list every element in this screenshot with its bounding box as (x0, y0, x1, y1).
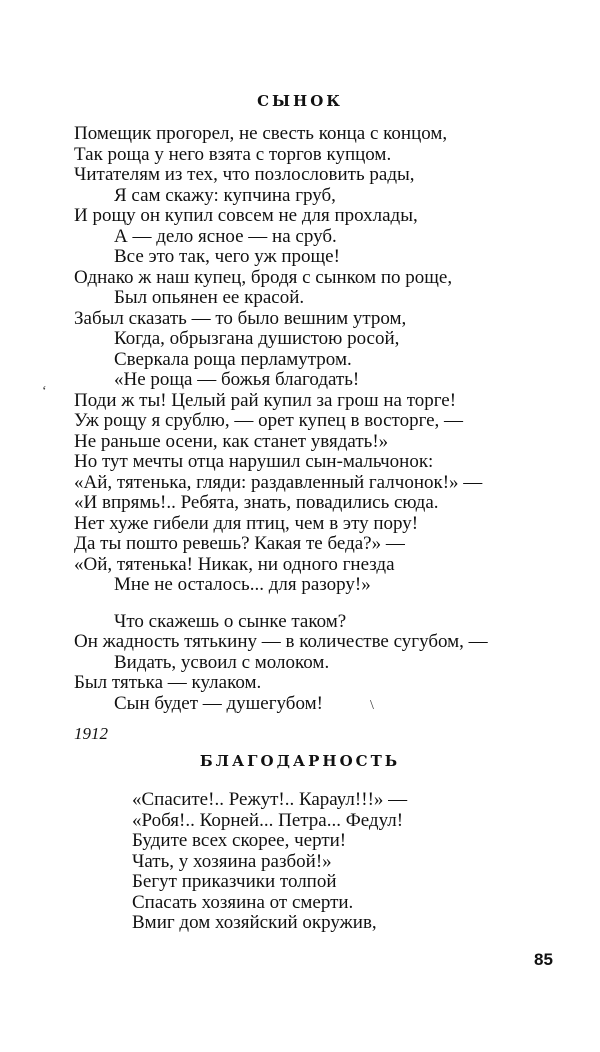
poem-line: Уж рощу я срублю, — орет купец в восторге, — (74, 410, 464, 431)
margin-mark: ‘ (42, 384, 47, 399)
poem-line: «Робя!.. Корней... Петра... Федул! (132, 809, 404, 831)
poem-line: Вмиг дом хозяйский окружив, (132, 912, 377, 933)
poem-line: Был тятька — кулаком. (74, 672, 262, 693)
poem-line: Поди ж ты! Целый рай купил за грош на торге! (74, 389, 457, 411)
poem-line: И рощу он купил совсем не для прохлады, (74, 205, 418, 226)
poem-line: Бегут приказчики толпой (132, 871, 337, 892)
poem-line: Чать, у хозяина разбой!» (132, 850, 332, 872)
margin-mark: \ (370, 698, 374, 713)
poem-title-blagodarnost: БЛАГОДАРНОСТЬ (199, 752, 401, 770)
poem-line: «Спасите!.. Режут!.. Караул!!!» — (132, 789, 408, 810)
poem-line: Видать, усвоил с молоком. (114, 651, 330, 673)
poem-line: Однако ж наш купец, бродя с сынком по роще, (74, 266, 453, 288)
poem-line: «Ой, тятенька! Никак, ни одного гнезда (74, 553, 395, 575)
page-number: 85 (534, 950, 553, 969)
poem-line: Не раньше осени, как станет увядать!» (74, 430, 389, 452)
poem-line: «Ай, тятенька, гляди: раздавленный галчонок!» — (74, 471, 483, 493)
poem-line: Но тут мечты отца нарушил сын-мальчонок: (74, 451, 434, 472)
poem-line: Сын будет — душегубом! (114, 692, 323, 714)
poem-line: Читателям из тех, что позлословить рады, (74, 164, 415, 185)
poem-line: Что скажешь о сынке таком? (114, 610, 347, 632)
poem-line: Так роща у него взята с торгов купцом. (74, 143, 392, 165)
poem-line: Будите всех скорее, черти! (132, 830, 347, 851)
poem-line: «Не роща — божья благодать! (114, 369, 360, 390)
poem-line: Он жадность тятькину — в количестве сугубом, — (74, 631, 488, 652)
poem-line: Нет хуже гибели для птиц, чем в эту пору! (74, 512, 419, 534)
poem-line: Забыл сказать — то было вешним утром, (74, 307, 407, 329)
poem-line: Когда, обрызгана душистою росой, (114, 328, 400, 349)
stanza-gap (74, 596, 488, 612)
poem-title-synok: СЫНОК (257, 92, 343, 110)
poem-blagodarnost (132, 790, 407, 934)
poem-line: «И впрямь!.. Ребята, знать, повадились сюда. (74, 492, 439, 513)
poem-line: Я сам скажу: купчина груб, (114, 184, 336, 206)
poem-line: Помещик прогорел, не свесть конца с концом, (74, 123, 448, 144)
poem-line: Спасать хозяина от смерти. (132, 891, 354, 913)
poem-line: Сверкала роща перламутром. (114, 348, 352, 370)
poem-line: Да ты пошто ревешь? Какая те беда?» — (74, 533, 405, 554)
poem-line: А — дело ясное — на сруб. (114, 225, 337, 247)
poem-line: Был опьянен ее красой. (114, 287, 305, 308)
poem-synok (74, 124, 488, 714)
poem-year: 1912 (74, 724, 108, 743)
poem-line: Мне не осталось... для разору!» (114, 574, 371, 595)
poem-line: Все это так, чего уж проще! (114, 246, 340, 267)
